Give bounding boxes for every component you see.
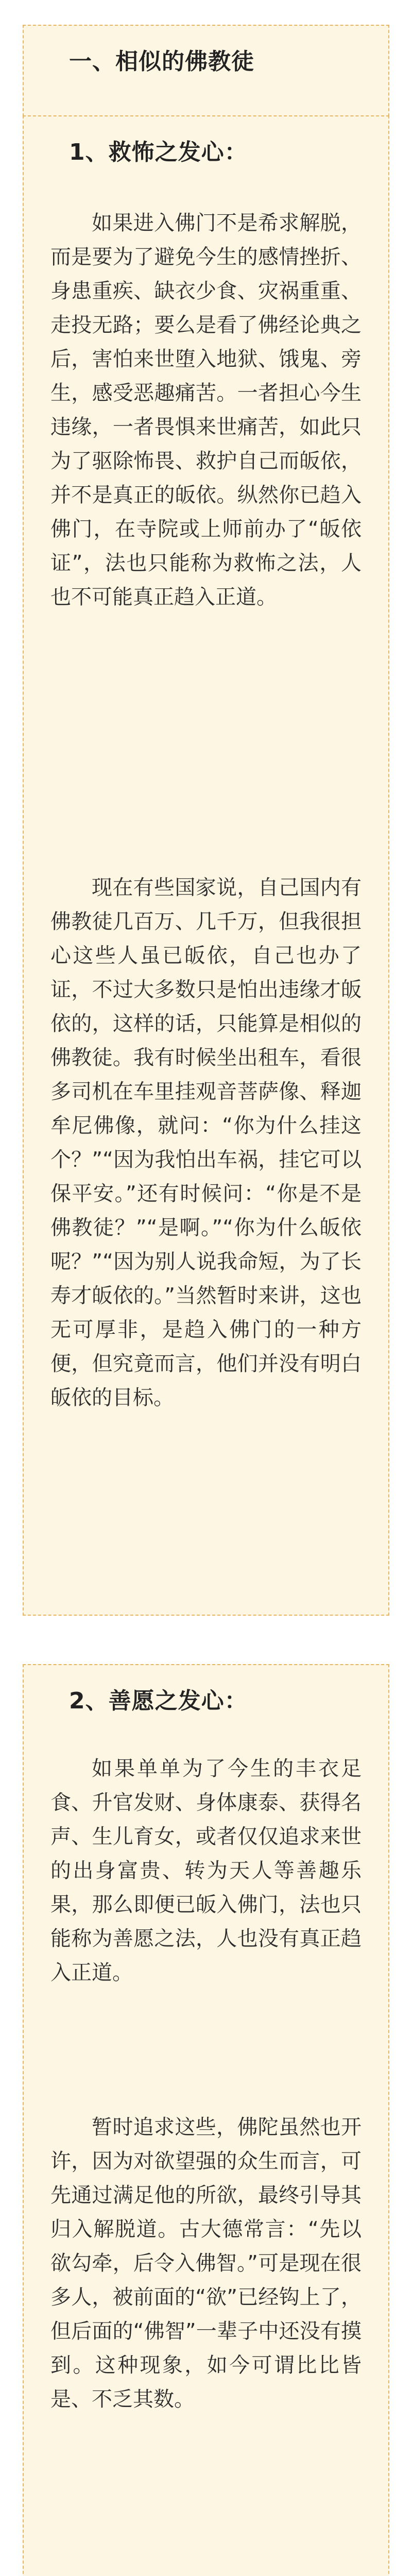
- paragraph-2-2: 暂时追求这些，佛陀虽然也开许，因为对欲望强的众生而言，可先通过满足他的所欲，最终引导其归入解脱道。古大德常言：“先以欲勾牵，后令入佛智。”可是现在很多人，被前面的“欲”已经钩上了，但后面的“佛智”一辈子中还没有摸到。这种现象，如今可谓比比皆是、不乏其数。: [50, 2115, 362, 2411]
- subsection-heading-2: 2、善愿之发心：: [69, 1688, 248, 1714]
- paragraph-1-2: 现在有些国家说，自己国内有佛教徒几百万、几千万，但我很担心这些人虽已皈依，自己也办了证，不过大多数只是怕出违缘才皈依的，这样的话，只能算是相似的佛教徒。我有时候坐出租车，看很多司机在车里挂观音菩萨像、释迦牟尼佛像，就问：“你为什么挂这个？”“因为我怕出车祸，挂它可以保平安。”还有时候问：“你是不是佛教徒？”“是啊。”“你为什么皈依呢？”“因为别人说我命短，为了长寿才皈依的。”当然暂时来讲，这也无可厚非，是趋入佛门的一种方便，但究竟而言，他们并没有明白皈依的目标。: [50, 876, 362, 1410]
- section-heading: 一、相似的佛教徒: [69, 48, 254, 75]
- paragraph-2-1: 如果单单为了今生的丰衣足食、升官发财、身体康泰、获得名声、生儿育女，或者仅仅追求来世的出身富贵、转为天人等善趣乐果，那么即便已皈入佛门，法也只能称为善愿之法，人也没有真正趋入正道。: [50, 1757, 362, 1985]
- paragraph-1-1: 如果进入佛门不是希求解脱，而是要为了避免今生的感情挫折、身患重疾、缺衣少食、灾祸重重、走投无路；要么是看了佛经论典之后，害怕来世堕入地狱、饿鬼、旁生，感受恶趣痛苦。一者担心今生违缘，一者畏惧来世痛苦，如此只为了驱除怖畏、救护自己而皈依，并不是真正的皈依。纵然你已趋入佛门，在寺院或上师前办了“皈依证”，法也只能称为救怖之法，人也不可能真正趋入正道。: [50, 211, 362, 609]
- subsection-heading-1: 1、救怖之发心：: [69, 139, 248, 165]
